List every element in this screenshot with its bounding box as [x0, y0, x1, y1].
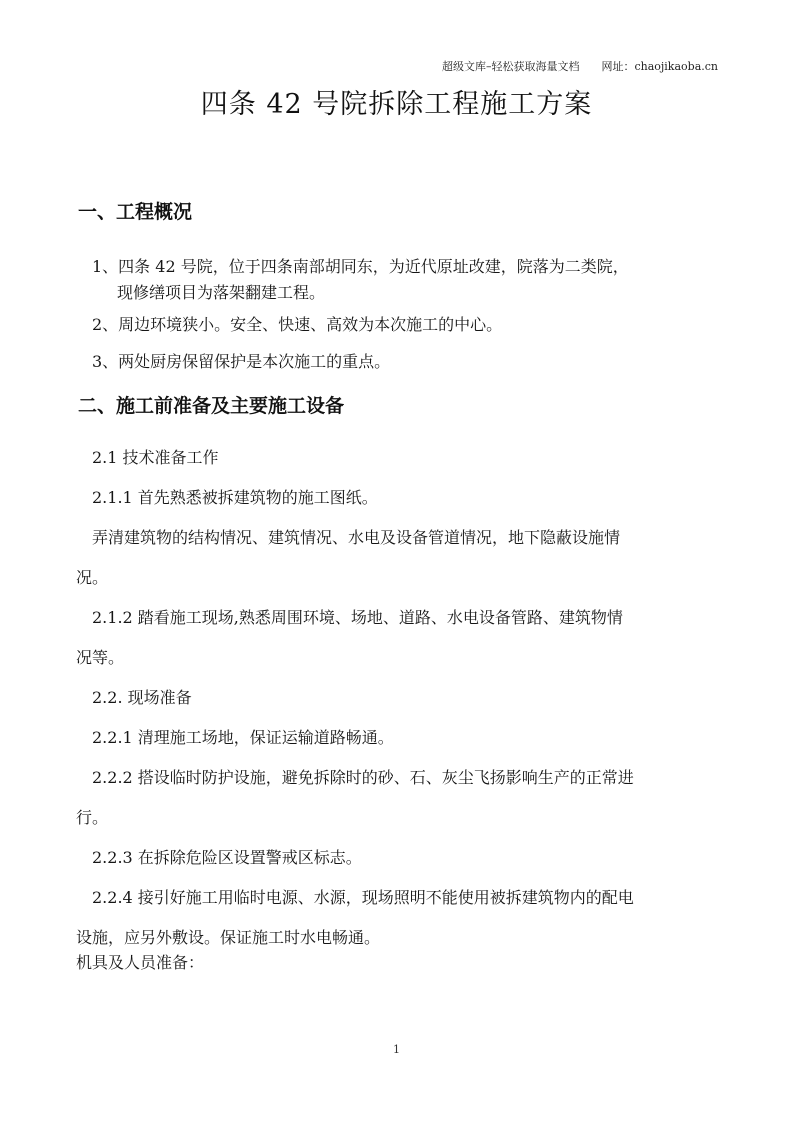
overview-item-3: 3、两处厨房保留保护是本次施工的重点。 — [92, 352, 391, 371]
para-2-2-3: 2.2.3 在拆除危险区设置警戒区标志。 — [92, 848, 362, 867]
para-2-2-4-cont: 设施，应另外敷设。保证施工时水电畅通。 — [76, 928, 381, 947]
site-url[interactable]: chaojikaoba.cn — [634, 60, 718, 73]
para-2-1-2-cont: 况等。 — [76, 648, 125, 667]
section-heading-preparation: 二、施工前准备及主要施工设备 — [78, 395, 345, 417]
overview-item-2: 2、周边环境狭小。安全、快速、高效为本次施工的中心。 — [92, 315, 503, 334]
para-2-2-2: 2.2.2 搭设临时防护设施，避免拆除时的砂、石、灰尘飞扬影响生产的正常进 — [92, 768, 634, 787]
url-label: 网址： — [601, 60, 635, 73]
para-2-2-4: 2.2.4 接引好施工用临时电源、水源，现场照明不能使用被拆建筑物内的配电 — [92, 888, 634, 907]
para-2-1-1-detail-cont: 况。 — [76, 568, 109, 587]
site-name: 超级文库–轻松获取海量文档 — [441, 60, 580, 73]
para-2-2-1: 2.2.1 清理施工场地，保证运输道路畅通。 — [92, 728, 394, 747]
para-2-1-1-detail: 弄清建筑物的结构情况、建筑情况、水电及设备管道情况，地下隐蔽设施情 — [92, 528, 621, 547]
section-heading-overview: 一、工程概况 — [78, 201, 193, 223]
overview-item-1-line2: 现修缮项目为落架翻建工程。 — [117, 283, 326, 302]
page-number: 1 — [393, 1043, 400, 1056]
overview-item-1-line1: 1、四条 42 号院，位于四条南部胡同东，为近代原址改建，院落为二类院， — [92, 257, 629, 276]
document-title: 四条 42 号院拆除工程施工方案 — [200, 89, 593, 120]
para-2-1-2: 2.1.2 踏看施工现场,熟悉周围环境、场地、道路、水电设备管路、建筑物情 — [92, 608, 623, 627]
para-equipment-personnel: 机具及人员准备： — [76, 953, 205, 972]
para-2-2-2-cont: 行。 — [76, 808, 109, 827]
page-header — [442, 58, 718, 74]
para-2-2: 2.2. 现场准备 — [92, 688, 192, 707]
para-2-1-1: 2.1.1 首先熟悉被拆建筑物的施工图纸。 — [92, 488, 378, 507]
para-2-1: 2.1 技术准备工作 — [92, 448, 219, 467]
